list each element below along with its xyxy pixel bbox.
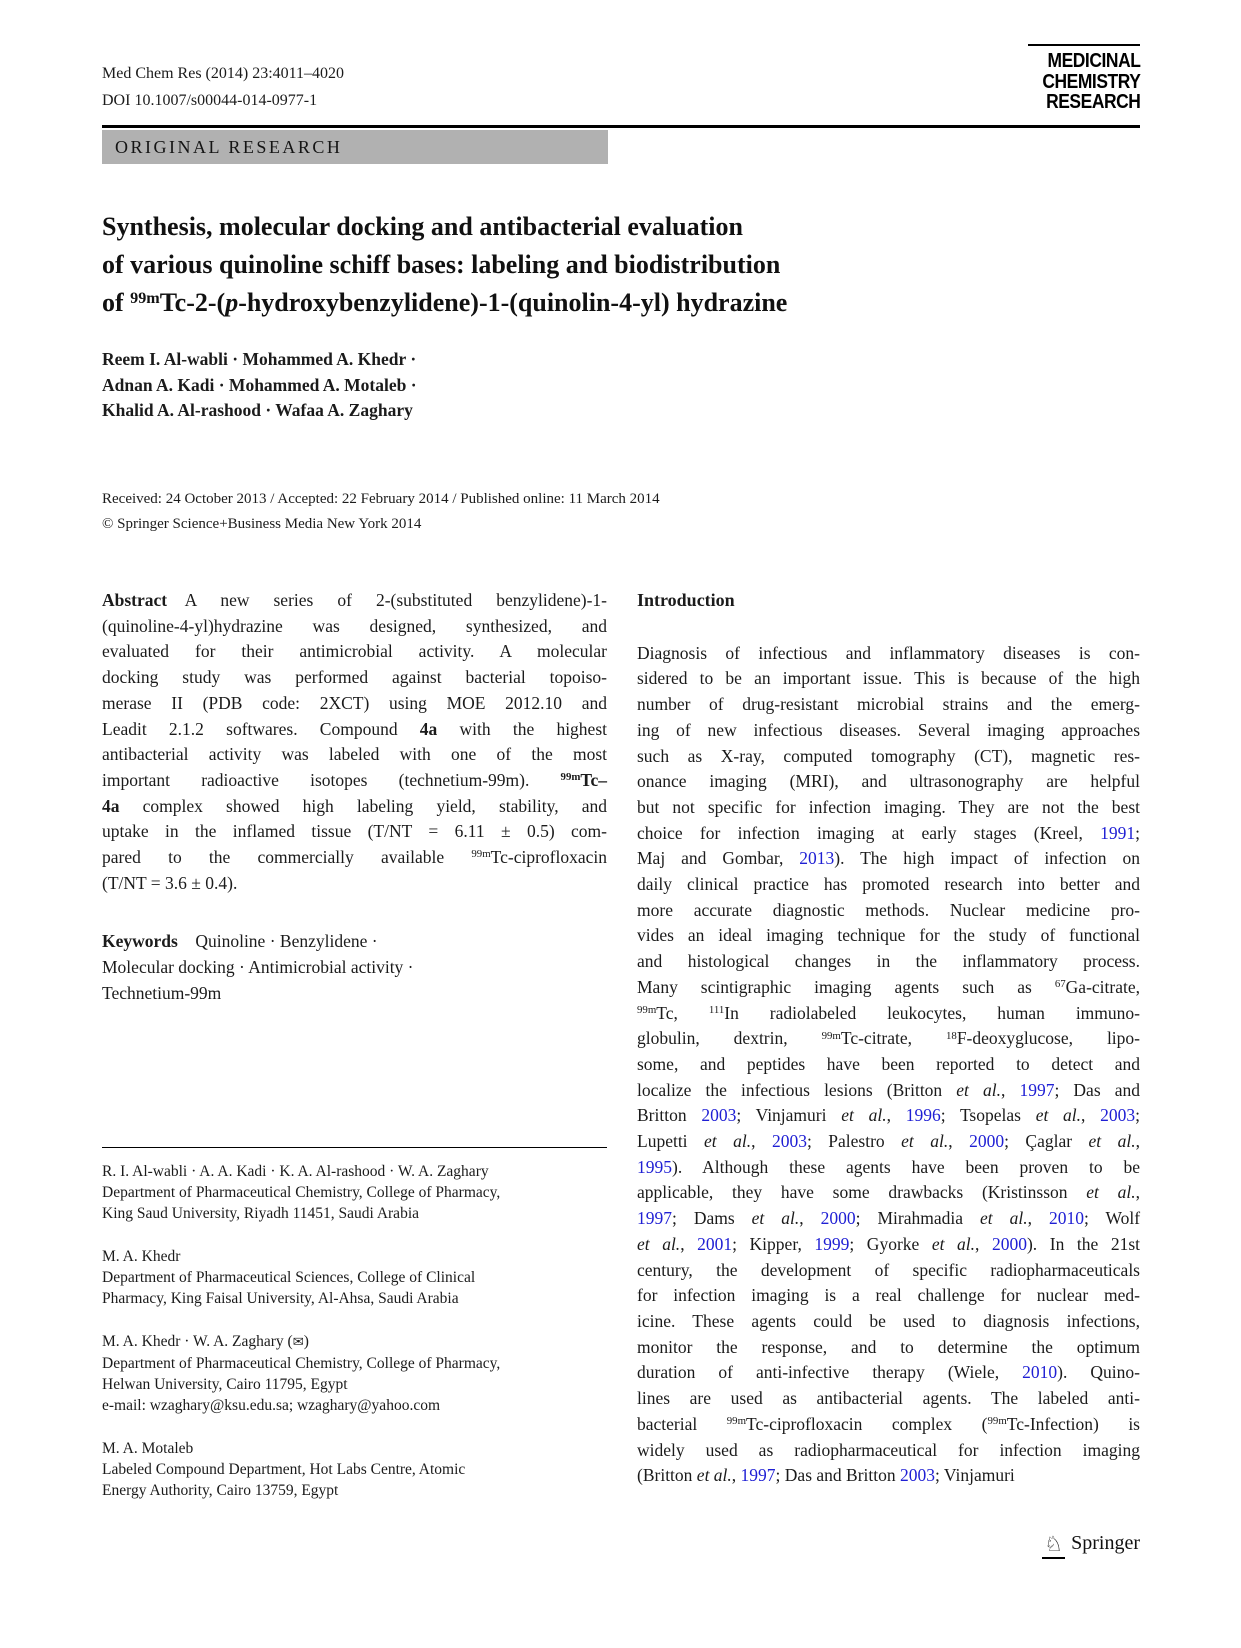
affiliation-group (102, 1161, 607, 1224)
text-line: icine. These agents could be used to diagnosis infections, (637, 1310, 1140, 1331)
keywords-section (102, 929, 607, 1006)
text-line: Molecular docking · Antimicrobial activity · (102, 957, 414, 978)
text-line: e-mail: wzaghary@ksu.edu.sa; wzaghary@yahoo.com (102, 1397, 441, 1414)
journal-logo-rule (1028, 44, 1140, 46)
citation-link[interactable]: 1997 (1019, 1079, 1055, 1100)
text-line: Keywords Quinoline · Benzylidene · (102, 931, 378, 952)
article-type-label: ORIGINAL RESEARCH (115, 137, 343, 157)
text-line: duration of anti-infective therapy (Wiele, 2010). Quino- (637, 1362, 1140, 1383)
text-line: for infection imaging is a real challenge for nuclear med- (637, 1285, 1140, 1306)
text-line: antibacterial activity was labeled with one of the most (102, 744, 607, 765)
left-column (102, 588, 607, 1007)
journal-ref: Med Chem Res (2014) 23:4011–4020 (102, 65, 345, 82)
citation-link[interactable]: 2013 (799, 848, 835, 869)
text-line: and histological changes in the inflammatory process. (637, 951, 1140, 972)
text-line: globulin, dextrin, $^{99m}$Tc-citrate, $^{18}$F-deoxyglucose, lipo- (637, 1028, 1141, 1049)
text-line: Leadit 2.1.2 softwares. Compound 4a with the highest (102, 718, 607, 739)
article-dates (102, 487, 660, 537)
journal-logo (1025, 44, 1140, 113)
text-line: M. A. Motaleb (102, 1440, 194, 1457)
text-line: M. A. Khedr (102, 1248, 181, 1265)
text-line: Technetium-99m (102, 982, 222, 1003)
text-line: King Saud University, Riyadh 11451, Saudi Arabia (102, 1205, 420, 1222)
citation-link[interactable]: 1997 (637, 1208, 672, 1229)
article-type-banner (102, 130, 608, 164)
text-line: localize the infectious lesions (Britton et al., 1997; Das and (637, 1079, 1140, 1100)
text-line: onance imaging (MRI), and ultrasonography are helpful (637, 771, 1140, 792)
text-line: applicable, they have some drawbacks (Kristinsson et al., (637, 1182, 1140, 1203)
text-line: 4a complex showed high labeling yield, stability, and (102, 795, 607, 816)
citation-link[interactable]: 1997 (740, 1465, 776, 1486)
affiliations-footnote (102, 1147, 607, 1523)
text-line: monitor the response, and to determine the optimum (637, 1336, 1140, 1357)
citation-link[interactable]: 2000 (820, 1208, 856, 1229)
citation-link[interactable]: 1995 (637, 1156, 672, 1177)
text-line: Diagnosis of infectious and inflammatory diseases is con- (637, 642, 1140, 663)
footnote-rule (102, 1147, 607, 1148)
citation-link[interactable]: 2000 (969, 1131, 1005, 1152)
text-line: choice for infection imaging at early stages (Kreel, 1991; (637, 822, 1140, 843)
text-line: daily clinical practice has promoted research into better and (637, 874, 1140, 895)
article-title (102, 208, 1142, 322)
text-line: merase II (PDB code: 2XCT) using MOE 2012.10 and (102, 692, 607, 713)
doi-text: DOI 10.1007/s00044-014-0977-1 (102, 92, 318, 109)
text-line: 1995). Although these agents have been proven to be (637, 1156, 1140, 1177)
springer-logo (1042, 1532, 1140, 1559)
text-line: Many scintigraphic imaging agents such as $^{67}$Ga-citrate, (637, 976, 1140, 997)
text-line: docking study was performed against bacterial topoiso- (102, 667, 607, 688)
text-line: 1997; Dams et al., 2000; Mirahmadia et al., 2010; Wolf (637, 1208, 1141, 1229)
section-heading-introduction: Introduction (637, 590, 735, 610)
springer-knight-icon: ♘ (1042, 1532, 1065, 1559)
text-line: some, and peptides have been reported to detect and (637, 1053, 1140, 1074)
text-line: (quinoline-4-yl)hydrazine was designed, synthesized, and (102, 615, 607, 636)
citation-link[interactable]: 1996 (905, 1105, 941, 1126)
citation-link[interactable]: 2001 (697, 1233, 733, 1254)
author-list (102, 347, 417, 424)
text-line: widely used as radiopharmaceutical for infection imaging (637, 1439, 1140, 1460)
text-line: M. A. Khedr · W. A. Zaghary (✉) (102, 1333, 309, 1350)
text-line: bacterial $^{99m}$Tc-ciprofloxacin complex ($^{99m}$Tc-Infection) is (637, 1413, 1140, 1434)
text-line: Khalid A. Al-rashood · Wafaa A. Zaghary (102, 400, 413, 420)
text-line: sidered to be an important issue. This is because of the high (637, 668, 1140, 689)
text-line: evaluated for their antimicrobial activity. A molecular (102, 641, 607, 662)
text-line: vides an ideal imaging technique for the study of functional (637, 925, 1140, 946)
abstract-section (102, 588, 607, 896)
text-line: Abstract A new series of 2-(substituted benzylidene)-1- (102, 590, 607, 610)
text-line: Department of Pharmaceutical Sciences, College of Clinical (102, 1269, 476, 1286)
text-line: R. I. Al-wabli · A. A. Kadi · K. A. Al-rashood · W. A. Zaghary (102, 1163, 489, 1180)
text-line: Adnan A. Kadi · Mohammed A. Motaleb · (102, 374, 417, 395)
text-line: (T/NT = 3.6 ± 0.4). (102, 872, 238, 893)
journal-logo-text (1042, 51, 1140, 113)
text-line: uptake in the inflamed tissue (T/NT = 6.11 ± 0.5) com- (102, 821, 607, 842)
citation-link[interactable]: 1999 (814, 1233, 850, 1254)
copyright-line: © Springer Science+Business Media New York 2014 (102, 516, 422, 532)
journal-logo-line: MEDICINAL (1047, 49, 1140, 72)
text-line: Britton 2003; Vinjamuri et al., 1996; Tsopelas et al., 2003; (637, 1105, 1141, 1126)
journal-logo-line: RESEARCH (1045, 90, 1140, 113)
text-line: important radioactive isotopes (technetium-99m). $^{99m}$Tc– (102, 769, 607, 790)
affiliation-group (102, 1246, 607, 1309)
text-line: number of drug-resistant microbial strains and the emerg- (637, 694, 1140, 715)
text-line: more accurate diagnostic methods. Nuclear medicine pro- (637, 899, 1140, 920)
text-line: Maj and Gombar, 2013). The high impact of infection on (637, 848, 1140, 869)
text-line: of various quinoline schiff bases: labeling and biodistribution (102, 250, 781, 279)
citation-link[interactable]: 2003 (899, 1465, 935, 1486)
text-line: Reem I. Al-wabli · Mohammed A. Khedr · (102, 349, 417, 369)
citation-link[interactable]: 2003 (771, 1131, 807, 1152)
right-column (637, 588, 1140, 1489)
text-line: but not specific for infection imaging. They are not the best (637, 796, 1140, 817)
text-line: Helwan University, Cairo 11795, Egypt (102, 1376, 348, 1393)
text-line: century, the development of specific radiopharmaceuticals (637, 1259, 1140, 1280)
text-line: Synthesis, molecular docking and antibacterial evaluation (102, 212, 743, 241)
header-meta (102, 60, 344, 114)
text-line: of $^{99m}$Tc-2-(p-hydroxybenzylidene)-1-(quinolin-4-yl) hydrazine (102, 288, 788, 317)
text-line: Department of Pharmaceutical Chemistry, College of Pharmacy, (102, 1355, 501, 1372)
text-line: $^{99m}$Tc, $^{111}$In radiolabeled leukocytes, human immuno- (637, 1002, 1140, 1023)
citation-link[interactable]: 2003 (1100, 1105, 1136, 1126)
header-rule (102, 125, 1140, 128)
citation-link[interactable]: 2010 (1022, 1362, 1058, 1383)
citation-link[interactable]: 2010 (1048, 1208, 1084, 1229)
received-line: Received: 24 October 2013 / Accepted: 22 February 2014 / Published online: 11 March 2014 (102, 491, 660, 507)
affiliation-group (102, 1331, 607, 1416)
text-line: et al., 2001; Kipper, 1999; Gyorke et al., 2000). In the 21st (637, 1233, 1140, 1254)
text-line: Pharmacy, King Faisal University, Al-Ahsa, Saudi Arabia (102, 1290, 459, 1307)
corresponding-author-icon: ✉ (292, 1335, 304, 1350)
text-line: Energy Authority, Cairo 13759, Egypt (102, 1482, 339, 1499)
springer-wordmark: Springer (1071, 1532, 1140, 1554)
journal-logo-line: CHEMISTRY (1041, 69, 1140, 93)
text-line: (Britton et al., 1997; Das and Britton 2003; Vinjamuri (637, 1465, 1015, 1486)
text-line: such as X-ray, computed tomography (CT), magnetic res- (637, 745, 1140, 766)
affiliation-group (102, 1438, 607, 1501)
text-line: lines are used as antibacterial agents. The labeled anti- (637, 1388, 1140, 1409)
text-line: pared to the commercially available $^{99m}$Tc-ciprofloxacin (102, 847, 607, 868)
text-line: Lupetti et al., 2003; Palestro et al., 2000; Çaglar et al., (637, 1131, 1140, 1152)
citation-link[interactable]: 1991 (1100, 822, 1136, 843)
citation-link[interactable]: 2000 (991, 1233, 1027, 1254)
citation-link[interactable]: 2003 (701, 1105, 737, 1126)
introduction-body (637, 641, 1140, 1489)
text-line: Department of Pharmaceutical Chemistry, College of Pharmacy, (102, 1184, 501, 1201)
text-line: ing of new infectious diseases. Several imaging approaches (637, 719, 1140, 740)
text-line: Labeled Compound Department, Hot Labs Centre, Atomic (102, 1461, 466, 1478)
